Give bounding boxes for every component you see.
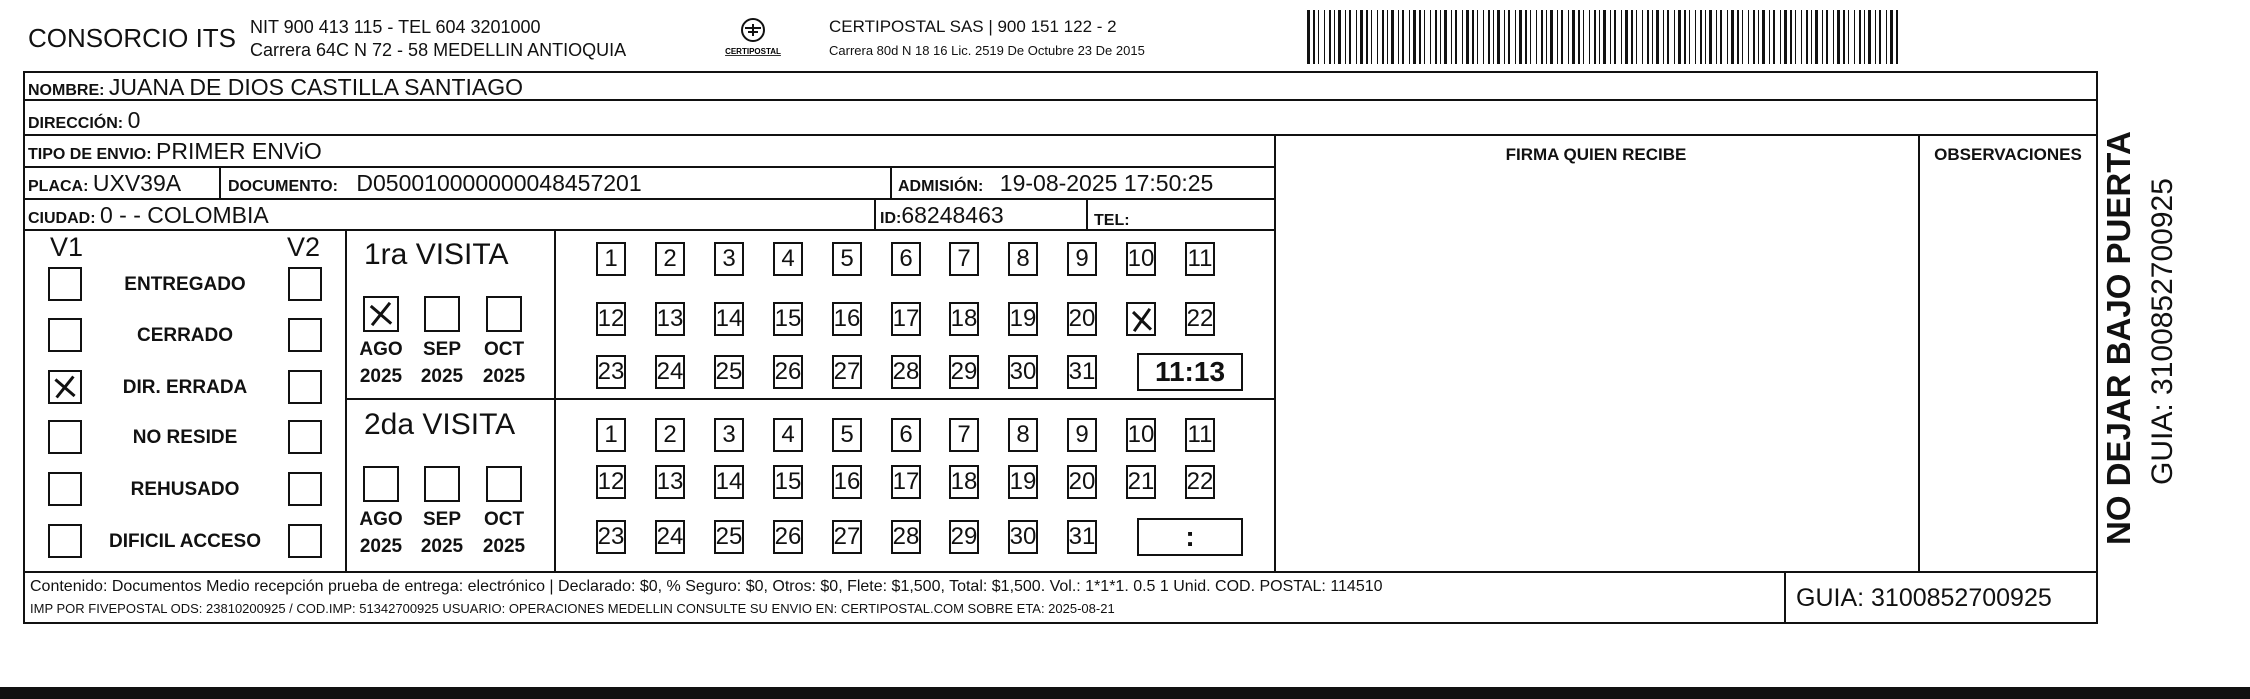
month-year: 2025 [482, 366, 526, 387]
day-box[interactable] [949, 465, 979, 499]
v1-checkbox[interactable] [48, 524, 82, 558]
first-visit-title: 1ra VISITA [364, 238, 509, 271]
day-box[interactable] [891, 302, 921, 336]
barcode [1307, 10, 1902, 64]
documento-label: DOCUMENTO: [228, 178, 338, 195]
day-box[interactable] [714, 418, 744, 452]
month-checkbox[interactable] [424, 296, 460, 332]
day-box[interactable] [891, 355, 921, 389]
status-label: REHUSADO [130, 479, 240, 500]
day-box[interactable] [1067, 242, 1097, 276]
day-box[interactable] [891, 520, 921, 554]
day-box[interactable] [949, 302, 979, 336]
ciudad-label: CIUDAD: [28, 210, 96, 227]
day-box[interactable] [655, 465, 685, 499]
day-number: 1 [604, 421, 618, 448]
day-box[interactable] [596, 520, 626, 554]
placa-value: UXV39A [92, 170, 182, 196]
day-box[interactable] [832, 242, 862, 276]
company-name: CONSORCIO ITS [28, 23, 237, 53]
v1-checkbox[interactable] [48, 472, 82, 506]
day-number: 1 [604, 245, 618, 272]
day-number: 28 [892, 358, 920, 385]
footer-line2: IMP POR FIVEPOSTAL ODS: 23810200925 / COD.IMP: 51342700925 USUARIO: OPERACIONES MEDELLIN CONSULTE SU ENVIO EN: CERTIPOSTAL.COM SOBRE ETA: 2025-08-21 [30, 601, 1115, 616]
day-number: 21 [1127, 468, 1155, 495]
day-box[interactable] [714, 355, 744, 389]
v1-checkbox[interactable] [48, 370, 82, 404]
day-box[interactable] [773, 520, 803, 554]
day-box[interactable] [596, 242, 626, 276]
day-number: 24 [656, 523, 684, 550]
admision-value: 19-08-2025 17:50:25 [999, 170, 1214, 196]
day-number: 12 [597, 468, 625, 495]
day-box[interactable] [1008, 465, 1038, 499]
month-label: OCT [483, 509, 525, 530]
month-year: 2025 [420, 536, 464, 557]
v2-checkbox[interactable] [288, 370, 322, 404]
day-number: 9 [1075, 421, 1089, 448]
day-number: 3 [722, 245, 736, 272]
day-number: 4 [781, 421, 795, 448]
ciudad-value: 0 - - COLOMBIA [100, 202, 269, 228]
svg-text:CERTIPOSTAL: CERTIPOSTAL [725, 47, 781, 56]
day-box[interactable] [1067, 418, 1097, 452]
v1-label: V1 [50, 232, 84, 262]
day-number: 14 [715, 305, 743, 332]
day-box[interactable] [655, 302, 685, 336]
day-number: 15 [774, 305, 802, 332]
time-box[interactable] [1137, 518, 1243, 556]
footer-guia: GUIA: 3100852700925 [1796, 584, 2052, 612]
status-label: NO RESIDE [132, 427, 238, 448]
day-box[interactable] [1008, 355, 1038, 389]
day-box[interactable] [773, 302, 803, 336]
v2-checkbox[interactable] [288, 267, 322, 301]
footer-line1: Contenido: Documentos Medio recepción prueba de entrega: electrónico | Declarado: $0, % Seguro: $0, Otros: $0, Flete: $1,500, Total: $1,500. Vol.: 1*1*1. 0.5 1 Unid. COD. POSTAL: 114510 [30, 578, 1383, 595]
day-number: 19 [1009, 468, 1037, 495]
day-number: 22 [1186, 468, 1214, 495]
day-box[interactable] [832, 302, 862, 336]
day-box[interactable] [714, 465, 744, 499]
day-number: 6 [899, 245, 913, 272]
day-number: 13 [656, 468, 684, 495]
day-box[interactable] [1008, 242, 1038, 276]
day-number: 17 [892, 305, 920, 332]
month-year: 2025 [482, 536, 526, 557]
v1-checkbox[interactable] [48, 318, 82, 352]
id-value: 68248463 [901, 202, 1004, 228]
day-box[interactable] [773, 355, 803, 389]
day-box[interactable] [714, 242, 744, 276]
day-number: 2 [663, 421, 677, 448]
id-label: ID: [880, 210, 902, 227]
day-number: 30 [1009, 523, 1037, 550]
tel-label: TEL: [1094, 212, 1130, 229]
day-number: 11 [1187, 245, 1213, 272]
day-box[interactable] [655, 242, 685, 276]
day-number: 25 [715, 523, 743, 550]
v1-checkbox[interactable] [48, 420, 82, 454]
day-box[interactable] [714, 302, 744, 336]
day-box[interactable] [1185, 242, 1215, 276]
v2-label: V2 [287, 232, 321, 262]
company-address: Carrera 64C N 72 - 58 MEDELLIN ANTIOQUIA [250, 40, 627, 60]
tipo-envio-value: PRIMER ENViO [156, 138, 322, 164]
day-number: 16 [833, 305, 861, 332]
day-box[interactable] [949, 355, 979, 389]
day-number: 29 [950, 523, 978, 550]
day-box[interactable] [655, 355, 685, 389]
day-box[interactable] [1067, 355, 1097, 389]
day-box[interactable] [891, 465, 921, 499]
page-bottom-rule [0, 687, 2250, 699]
day-box[interactable] [1126, 302, 1156, 336]
day-number: 19 [1009, 305, 1037, 332]
carrier-line1: CERTIPOSTAL SAS | 900 151 122 - 2 [829, 17, 1117, 36]
day-number: 31 [1068, 523, 1096, 550]
day-number: 26 [774, 358, 802, 385]
day-number: 24 [656, 358, 684, 385]
day-number: 10 [1127, 421, 1155, 448]
day-box[interactable] [1126, 418, 1156, 452]
month-checkbox[interactable] [363, 466, 399, 502]
day-number: 23 [597, 358, 625, 385]
v2-checkbox[interactable] [288, 318, 322, 352]
nombre-label: NOMBRE: [28, 82, 105, 99]
day-box[interactable] [655, 520, 685, 554]
day-number: 5 [840, 421, 854, 448]
day-number: 7 [957, 245, 971, 272]
day-number: 27 [833, 358, 861, 385]
day-number: 10 [1127, 245, 1155, 272]
month-checkbox[interactable] [424, 466, 460, 502]
day-box[interactable] [1067, 465, 1097, 499]
day-number: 13 [656, 305, 684, 332]
day-box[interactable] [1067, 520, 1097, 554]
observaciones-label: OBSERVACIONES [1934, 145, 2082, 164]
month-label: OCT [483, 339, 525, 360]
time-box[interactable] [1137, 353, 1243, 391]
day-number: 27 [833, 523, 861, 550]
day-number: 28 [892, 523, 920, 550]
day-box[interactable] [1126, 242, 1156, 276]
day-number: 3 [722, 421, 736, 448]
day-box[interactable] [714, 520, 744, 554]
direccion-label: DIRECCIÓN: [28, 115, 124, 132]
day-number: 6 [899, 421, 913, 448]
month-checkbox[interactable] [363, 296, 399, 332]
carrier-line2: Carrera 80d N 18 16 Lic. 2519 De Octubre 23 De 2015 [829, 43, 1145, 58]
month-checkbox[interactable] [486, 466, 522, 502]
certipostal-logo [722, 16, 784, 58]
day-box[interactable] [1185, 302, 1215, 336]
placa-label: PLACA: [28, 178, 89, 195]
day-number: 9 [1075, 245, 1089, 272]
day-number: 18 [950, 305, 978, 332]
day-number: 22 [1186, 305, 1214, 332]
documento-value: D050010000000048457201 [356, 170, 642, 196]
day-box[interactable] [1185, 465, 1215, 499]
tipo-envio-label: TIPO DE ENVIO: [28, 146, 152, 163]
day-box[interactable] [949, 242, 979, 276]
day-number: 15 [774, 468, 802, 495]
v2-checkbox[interactable] [288, 472, 322, 506]
day-box[interactable] [1185, 418, 1215, 452]
month-label: AGO [359, 509, 403, 530]
v2-checkbox[interactable] [288, 420, 322, 454]
status-label: ENTREGADO [124, 274, 246, 295]
second-visit-title: 2da VISITA [364, 408, 516, 441]
nombre-value: JUANA DE DIOS CASTILLA SANTIAGO [108, 74, 524, 100]
admision-label: ADMISIÓN: [898, 178, 984, 195]
side-guia: GUIA: 3100852700925 [2146, 178, 2179, 485]
day-number: 26 [774, 523, 802, 550]
day-box[interactable] [1008, 418, 1038, 452]
day-box[interactable] [1008, 520, 1038, 554]
day-number: 30 [1009, 358, 1037, 385]
time-value: : [1185, 521, 1195, 552]
day-number: 25 [715, 358, 743, 385]
day-box[interactable] [596, 355, 626, 389]
day-number: 7 [957, 421, 971, 448]
day-number: 2 [663, 245, 677, 272]
day-box[interactable] [655, 418, 685, 452]
day-box[interactable] [832, 520, 862, 554]
time-value: 11:13 [1154, 356, 1226, 387]
month-checkbox[interactable] [486, 296, 522, 332]
day-number: 8 [1016, 245, 1030, 272]
month-year: 2025 [359, 536, 403, 557]
v2-checkbox[interactable] [288, 524, 322, 558]
day-box[interactable] [596, 302, 626, 336]
day-number: 11 [1187, 421, 1213, 448]
day-number: 20 [1068, 468, 1096, 495]
day-box[interactable] [832, 355, 862, 389]
month-label: AGO [359, 339, 403, 360]
status-label: DIFICIL ACCESO [108, 531, 261, 552]
day-box[interactable] [832, 465, 862, 499]
day-number: 29 [950, 358, 978, 385]
day-box[interactable] [949, 418, 979, 452]
status-label: DIR. ERRADA [122, 377, 248, 398]
day-box[interactable] [1008, 302, 1038, 336]
firma-label: FIRMA QUIEN RECIBE [1505, 145, 1687, 164]
day-number: 16 [833, 468, 861, 495]
direccion-value: 0 [127, 107, 141, 133]
day-number: 20 [1068, 305, 1096, 332]
day-number: 18 [950, 468, 978, 495]
day-box[interactable] [773, 465, 803, 499]
day-number: 14 [715, 468, 743, 495]
month-year: 2025 [359, 366, 403, 387]
day-box[interactable] [596, 418, 626, 452]
day-box[interactable] [773, 418, 803, 452]
day-box[interactable] [773, 242, 803, 276]
day-box[interactable] [1067, 302, 1097, 336]
day-number: 12 [597, 305, 625, 332]
month-year: 2025 [420, 366, 464, 387]
day-number: 17 [892, 468, 920, 495]
day-box[interactable] [891, 418, 921, 452]
day-box[interactable] [596, 465, 626, 499]
company-nit: NIT 900 413 115 - TEL 604 3201000 [250, 17, 541, 37]
month-label: SEP [422, 339, 462, 360]
day-number: 4 [781, 245, 795, 272]
day-number: 23 [597, 523, 625, 550]
day-number: 5 [840, 245, 854, 272]
side-warning: NO DEJAR BAJO PUERTA [2100, 131, 2137, 545]
status-label: CERRADO [136, 325, 234, 346]
day-number: 8 [1016, 421, 1030, 448]
v1-checkbox[interactable] [48, 267, 82, 301]
day-box[interactable] [891, 242, 921, 276]
month-label: SEP [422, 509, 462, 530]
day-box[interactable] [949, 520, 979, 554]
day-box[interactable] [1126, 465, 1156, 499]
day-number: 31 [1068, 358, 1096, 385]
day-box[interactable] [832, 418, 862, 452]
